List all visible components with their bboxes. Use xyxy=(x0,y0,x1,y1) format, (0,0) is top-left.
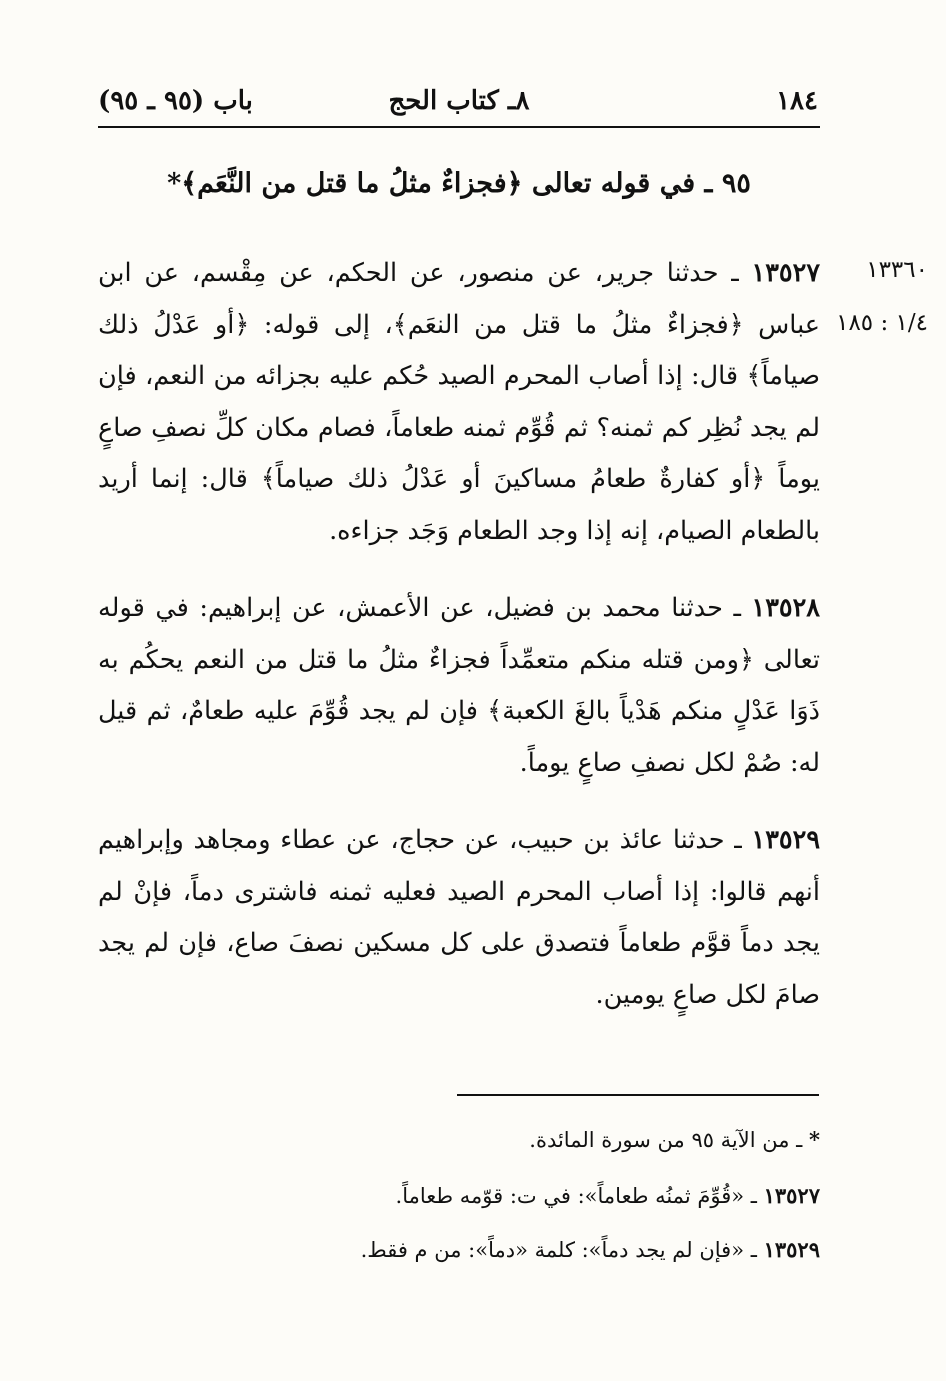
margin-reference-1: ١٣٣٦٠ xyxy=(866,257,928,283)
hadith-number: ١٣٥٢٧ xyxy=(751,258,821,288)
footnote-text: ـ «قُوِّمَ ثمنُه طعاماً»: في ت: قوّمه طعاماً. xyxy=(395,1184,757,1208)
footnote-text: ـ من الآية ٩٥ من سورة المائدة. xyxy=(529,1128,803,1152)
hadith-text: ـ حدثنا عائذ بن حبيب، عن حجاج، عن عطاء ومجاهد وإبراهيم أنهم قالوا: إذا أصاب المحرم الصيد فعليه ثمنه فاشترى دماً، فإنْ لم يجد دماً قوَّم طعاماً فتصدق على كل مسكين نصفَ صاع، فإن لم يجد صامَ لكل صاعٍ يومين. xyxy=(98,825,820,1010)
chapter-range: باب (٩٥ ـ ٩٥) xyxy=(98,86,253,116)
footnote xyxy=(100,1235,820,1265)
footnote xyxy=(100,1125,820,1155)
hadith-13527 xyxy=(98,248,820,557)
footnote-text: ـ «فإن لم يجد دماً»: كلمة «دماً»: من م فقط. xyxy=(360,1238,757,1262)
hadith-text: ـ حدثنا محمد بن فضيل، عن الأعمش، عن إبراهيم: في قوله تعالى ﴿ومن قتله منكم متعمِّداً فجزاءٌ مثلُ ما قتل من النعم يحكُم به ذَوَا عَدْلٍ منكم هَدْياً بالغَ الكعبة﴾ فإن لم يجد قُوِّمَ عليه طعامٌ، ثم قيل له: صُمْ لكل نصفِ صاعٍ يوماً. xyxy=(98,593,820,778)
hadith-13529 xyxy=(98,815,820,1021)
hadith-13528 xyxy=(98,583,820,789)
footnote-marker: * xyxy=(809,1127,820,1152)
running-header xyxy=(98,82,820,128)
book-title: ٨ـ كتاب الحج xyxy=(388,86,530,116)
margin-reference-2: ١/٤ : ١٨٥ xyxy=(836,310,928,336)
page-number: ١٨٤ xyxy=(776,86,818,116)
hadith-number: ١٣٥٢٩ xyxy=(751,825,821,855)
footnote-marker: ١٣٥٢٧ xyxy=(763,1183,820,1208)
footnote xyxy=(100,1181,820,1211)
footnote-marker: ١٣٥٢٩ xyxy=(763,1237,820,1262)
chapter-heading: ٩٥ ـ في قوله تعالى ﴿فجزاءٌ مثلُ ما قتل من النَّعَم﴾* xyxy=(167,168,751,199)
footnote-separator xyxy=(457,1094,819,1096)
hadith-text: ـ حدثنا جرير، عن منصور، عن الحكم، عن مِقْسم، عن ابن عباس ﴿فجزاءٌ مثلُ ما قتل من النعَم﴾، إلى قوله: ﴿أو عَدْلُ ذلك صياماً﴾ قال: إذا أصاب المحرم الصيد حُكم عليه بجزائه من النعم، فإن لم يجد نُظِر كم ثمنه؟ ثم قُوِّم ثمنه طعاماً، فصام مكان كلِّ نصفِ صاعٍ يوماً ﴿أو كفارةٌ طعامُ مساكينَ أو عَدْلُ ذلك صياماً﴾ قال: إنما أريد بالطعام الصيام، إنه إذا وجد الطعام وَجَد جزاءه. xyxy=(98,258,820,546)
hadith-number: ١٣٥٢٨ xyxy=(751,593,820,623)
